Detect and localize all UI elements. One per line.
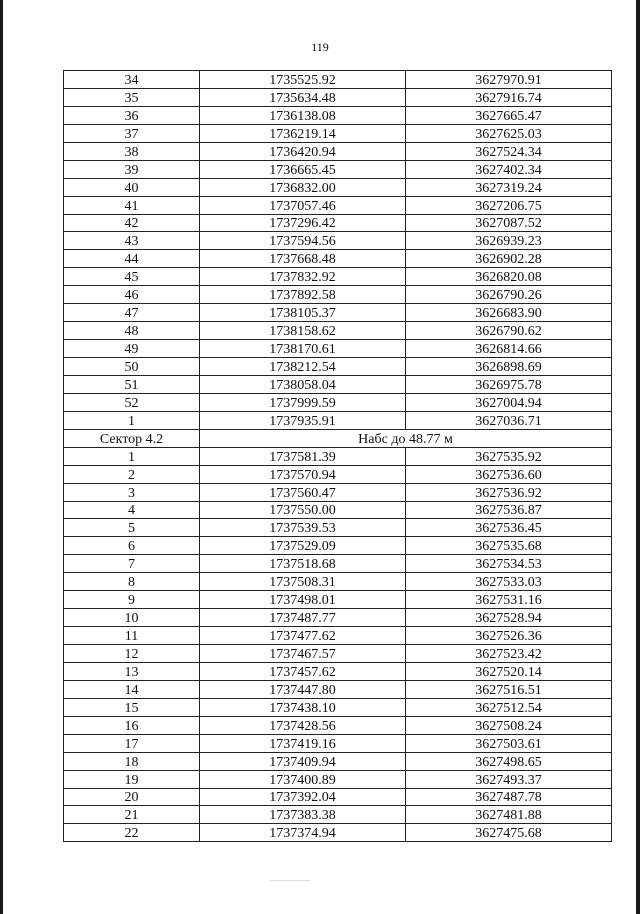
y-coordinate-cell: 3627524.34 <box>406 142 612 160</box>
sector-row <box>64 429 612 447</box>
y-coordinate-cell: 3627487.78 <box>406 788 612 806</box>
coordinates-table <box>63 70 612 842</box>
table-row <box>64 609 612 627</box>
point-number-cell: 50 <box>64 358 200 376</box>
y-coordinate-cell: 3627319.24 <box>406 178 612 196</box>
point-number-cell: 17 <box>64 734 200 752</box>
x-coordinate-cell: 1737529.09 <box>200 537 406 555</box>
table-row <box>64 88 612 106</box>
table-row <box>64 304 612 322</box>
x-coordinate-cell: 1737467.57 <box>200 645 406 663</box>
table-row <box>64 698 612 716</box>
x-coordinate-cell: 1736665.45 <box>200 160 406 178</box>
table-row <box>64 806 612 824</box>
point-number-cell: 14 <box>64 680 200 698</box>
point-number-cell: 12 <box>64 645 200 663</box>
y-coordinate-cell: 3627523.42 <box>406 645 612 663</box>
table-row <box>64 358 612 376</box>
point-number-cell: 45 <box>64 268 200 286</box>
point-number-cell: 38 <box>64 142 200 160</box>
y-coordinate-cell: 3627087.52 <box>406 214 612 232</box>
table-row <box>64 591 612 609</box>
y-coordinate-cell: 3627526.36 <box>406 627 612 645</box>
point-number-cell: 10 <box>64 609 200 627</box>
table-row <box>64 447 612 465</box>
x-coordinate-cell: 1737539.53 <box>200 519 406 537</box>
x-coordinate-cell: 1736219.14 <box>200 124 406 142</box>
x-coordinate-cell: 1737550.00 <box>200 501 406 519</box>
y-coordinate-cell: 3626814.66 <box>406 340 612 358</box>
y-coordinate-cell: 3627004.94 <box>406 393 612 411</box>
table-row <box>64 375 612 393</box>
point-number-cell: 46 <box>64 286 200 304</box>
sector-name: Сектор 4.2 <box>64 429 200 447</box>
point-number-cell: 49 <box>64 340 200 358</box>
y-coordinate-cell: 3627520.14 <box>406 662 612 680</box>
table-row <box>64 178 612 196</box>
table-row <box>64 232 612 250</box>
y-coordinate-cell: 3627402.34 <box>406 160 612 178</box>
table-row <box>64 411 612 429</box>
y-coordinate-cell: 3627512.54 <box>406 698 612 716</box>
point-number-cell: 41 <box>64 196 200 214</box>
sector-header <box>64 429 612 447</box>
point-number-cell: 37 <box>64 124 200 142</box>
point-number-cell: 2 <box>64 465 200 483</box>
point-number-cell: 42 <box>64 214 200 232</box>
table-row <box>64 680 612 698</box>
table-row <box>64 142 612 160</box>
y-coordinate-cell: 3627536.45 <box>406 519 612 537</box>
table-row <box>64 268 612 286</box>
x-coordinate-cell: 1735525.92 <box>200 71 406 89</box>
x-coordinate-cell: 1736420.94 <box>200 142 406 160</box>
table-row <box>64 196 612 214</box>
point-number-cell: 52 <box>64 393 200 411</box>
point-number-cell: 7 <box>64 555 200 573</box>
x-coordinate-cell: 1737419.16 <box>200 734 406 752</box>
point-number-cell: 5 <box>64 519 200 537</box>
y-coordinate-cell: 3626790.26 <box>406 286 612 304</box>
x-coordinate-cell: 1737668.48 <box>200 250 406 268</box>
table-row <box>64 465 612 483</box>
x-coordinate-cell: 1737935.91 <box>200 411 406 429</box>
point-number-cell: 4 <box>64 501 200 519</box>
table-row <box>64 716 612 734</box>
table-row <box>64 788 612 806</box>
scan-mark <box>270 880 310 881</box>
table-row <box>64 393 612 411</box>
point-number-cell: 21 <box>64 806 200 824</box>
point-number-cell: 35 <box>64 88 200 106</box>
table-row <box>64 752 612 770</box>
x-coordinate-cell: 1737508.31 <box>200 573 406 591</box>
x-coordinate-cell: 1737892.58 <box>200 286 406 304</box>
point-number-cell: 9 <box>64 591 200 609</box>
x-coordinate-cell: 1736832.00 <box>200 178 406 196</box>
x-coordinate-cell: 1736138.08 <box>200 106 406 124</box>
y-coordinate-cell: 3626939.23 <box>406 232 612 250</box>
point-number-cell: 47 <box>64 304 200 322</box>
table-row <box>64 824 612 842</box>
point-number-cell: 6 <box>64 537 200 555</box>
table-row <box>64 106 612 124</box>
x-coordinate-cell: 1737832.92 <box>200 268 406 286</box>
y-coordinate-cell: 3627535.92 <box>406 447 612 465</box>
point-number-cell: 36 <box>64 106 200 124</box>
scan-edge-left <box>0 0 3 914</box>
x-coordinate-cell: 1735634.48 <box>200 88 406 106</box>
table-row <box>64 627 612 645</box>
x-coordinate-cell: 1737400.89 <box>200 770 406 788</box>
table-row <box>64 501 612 519</box>
x-coordinate-cell: 1738212.54 <box>200 358 406 376</box>
table-row <box>64 555 612 573</box>
x-coordinate-cell: 1737392.04 <box>200 788 406 806</box>
table-row <box>64 322 612 340</box>
y-coordinate-cell: 3627475.68 <box>406 824 612 842</box>
y-coordinate-cell: 3627528.94 <box>406 609 612 627</box>
x-coordinate-cell: 1737594.56 <box>200 232 406 250</box>
x-coordinate-cell: 1737296.42 <box>200 214 406 232</box>
table-row <box>64 340 612 358</box>
point-number-cell: 51 <box>64 375 200 393</box>
table-row <box>64 770 612 788</box>
x-coordinate-cell: 1737374.94 <box>200 824 406 842</box>
table-row <box>64 214 612 232</box>
table-row <box>64 537 612 555</box>
table-row <box>64 645 612 663</box>
table-row <box>64 573 612 591</box>
y-coordinate-cell: 3627536.92 <box>406 483 612 501</box>
point-number-cell: 48 <box>64 322 200 340</box>
y-coordinate-cell: 3627508.24 <box>406 716 612 734</box>
y-coordinate-cell: 3627536.87 <box>406 501 612 519</box>
x-coordinate-cell: 1737477.62 <box>200 627 406 645</box>
point-number-cell: 13 <box>64 662 200 680</box>
y-coordinate-cell: 3627536.60 <box>406 465 612 483</box>
y-coordinate-cell: 3627036.71 <box>406 411 612 429</box>
x-coordinate-cell: 1738158.62 <box>200 322 406 340</box>
point-number-cell: 1 <box>64 411 200 429</box>
y-coordinate-cell: 3626975.78 <box>406 375 612 393</box>
table-row <box>64 483 612 501</box>
x-coordinate-cell: 1738105.37 <box>200 304 406 322</box>
page-number: 119 <box>311 40 329 54</box>
x-coordinate-cell: 1737570.94 <box>200 465 406 483</box>
table-row <box>64 71 612 89</box>
point-number-cell: 22 <box>64 824 200 842</box>
sector-height-limit: Набс до 48.77 м <box>200 429 612 447</box>
table-part1 <box>64 71 612 430</box>
x-coordinate-cell: 1737560.47 <box>200 483 406 501</box>
y-coordinate-cell: 3627498.65 <box>406 752 612 770</box>
point-number-cell: 11 <box>64 627 200 645</box>
table-row <box>64 519 612 537</box>
scan-edge-right <box>636 0 640 914</box>
y-coordinate-cell: 3627533.03 <box>406 573 612 591</box>
point-number-cell: 20 <box>64 788 200 806</box>
x-coordinate-cell: 1737581.39 <box>200 447 406 465</box>
point-number-cell: 19 <box>64 770 200 788</box>
x-coordinate-cell: 1737518.68 <box>200 555 406 573</box>
y-coordinate-cell: 3627665.47 <box>406 106 612 124</box>
x-coordinate-cell: 1737498.01 <box>200 591 406 609</box>
y-coordinate-cell: 3627503.61 <box>406 734 612 752</box>
table-part2 <box>64 447 612 842</box>
x-coordinate-cell: 1737409.94 <box>200 752 406 770</box>
table-row <box>64 734 612 752</box>
table-row <box>64 124 612 142</box>
x-coordinate-cell: 1737999.59 <box>200 393 406 411</box>
x-coordinate-cell: 1737487.77 <box>200 609 406 627</box>
point-number-cell: 43 <box>64 232 200 250</box>
x-coordinate-cell: 1737457.62 <box>200 662 406 680</box>
y-coordinate-cell: 3626683.90 <box>406 304 612 322</box>
table-row <box>64 286 612 304</box>
y-coordinate-cell: 3627206.75 <box>406 196 612 214</box>
y-coordinate-cell: 3627493.37 <box>406 770 612 788</box>
point-number-cell: 40 <box>64 178 200 196</box>
y-coordinate-cell: 3627534.53 <box>406 555 612 573</box>
point-number-cell: 34 <box>64 71 200 89</box>
table-row <box>64 250 612 268</box>
table-row <box>64 160 612 178</box>
point-number-cell: 8 <box>64 573 200 591</box>
table-row <box>64 662 612 680</box>
point-number-cell: 39 <box>64 160 200 178</box>
y-coordinate-cell: 3627531.16 <box>406 591 612 609</box>
y-coordinate-cell: 3627970.91 <box>406 71 612 89</box>
point-number-cell: 16 <box>64 716 200 734</box>
x-coordinate-cell: 1738058.04 <box>200 375 406 393</box>
x-coordinate-cell: 1738170.61 <box>200 340 406 358</box>
x-coordinate-cell: 1737383.38 <box>200 806 406 824</box>
point-number-cell: 1 <box>64 447 200 465</box>
y-coordinate-cell: 3627481.88 <box>406 806 612 824</box>
y-coordinate-cell: 3627535.68 <box>406 537 612 555</box>
y-coordinate-cell: 3627516.51 <box>406 680 612 698</box>
y-coordinate-cell: 3626790.62 <box>406 322 612 340</box>
point-number-cell: 18 <box>64 752 200 770</box>
x-coordinate-cell: 1737447.80 <box>200 680 406 698</box>
point-number-cell: 15 <box>64 698 200 716</box>
y-coordinate-cell: 3626820.08 <box>406 268 612 286</box>
y-coordinate-cell: 3626902.28 <box>406 250 612 268</box>
x-coordinate-cell: 1737057.46 <box>200 196 406 214</box>
point-number-cell: 3 <box>64 483 200 501</box>
y-coordinate-cell: 3626898.69 <box>406 358 612 376</box>
y-coordinate-cell: 3627916.74 <box>406 88 612 106</box>
point-number-cell: 44 <box>64 250 200 268</box>
x-coordinate-cell: 1737438.10 <box>200 698 406 716</box>
y-coordinate-cell: 3627625.03 <box>406 124 612 142</box>
x-coordinate-cell: 1737428.56 <box>200 716 406 734</box>
